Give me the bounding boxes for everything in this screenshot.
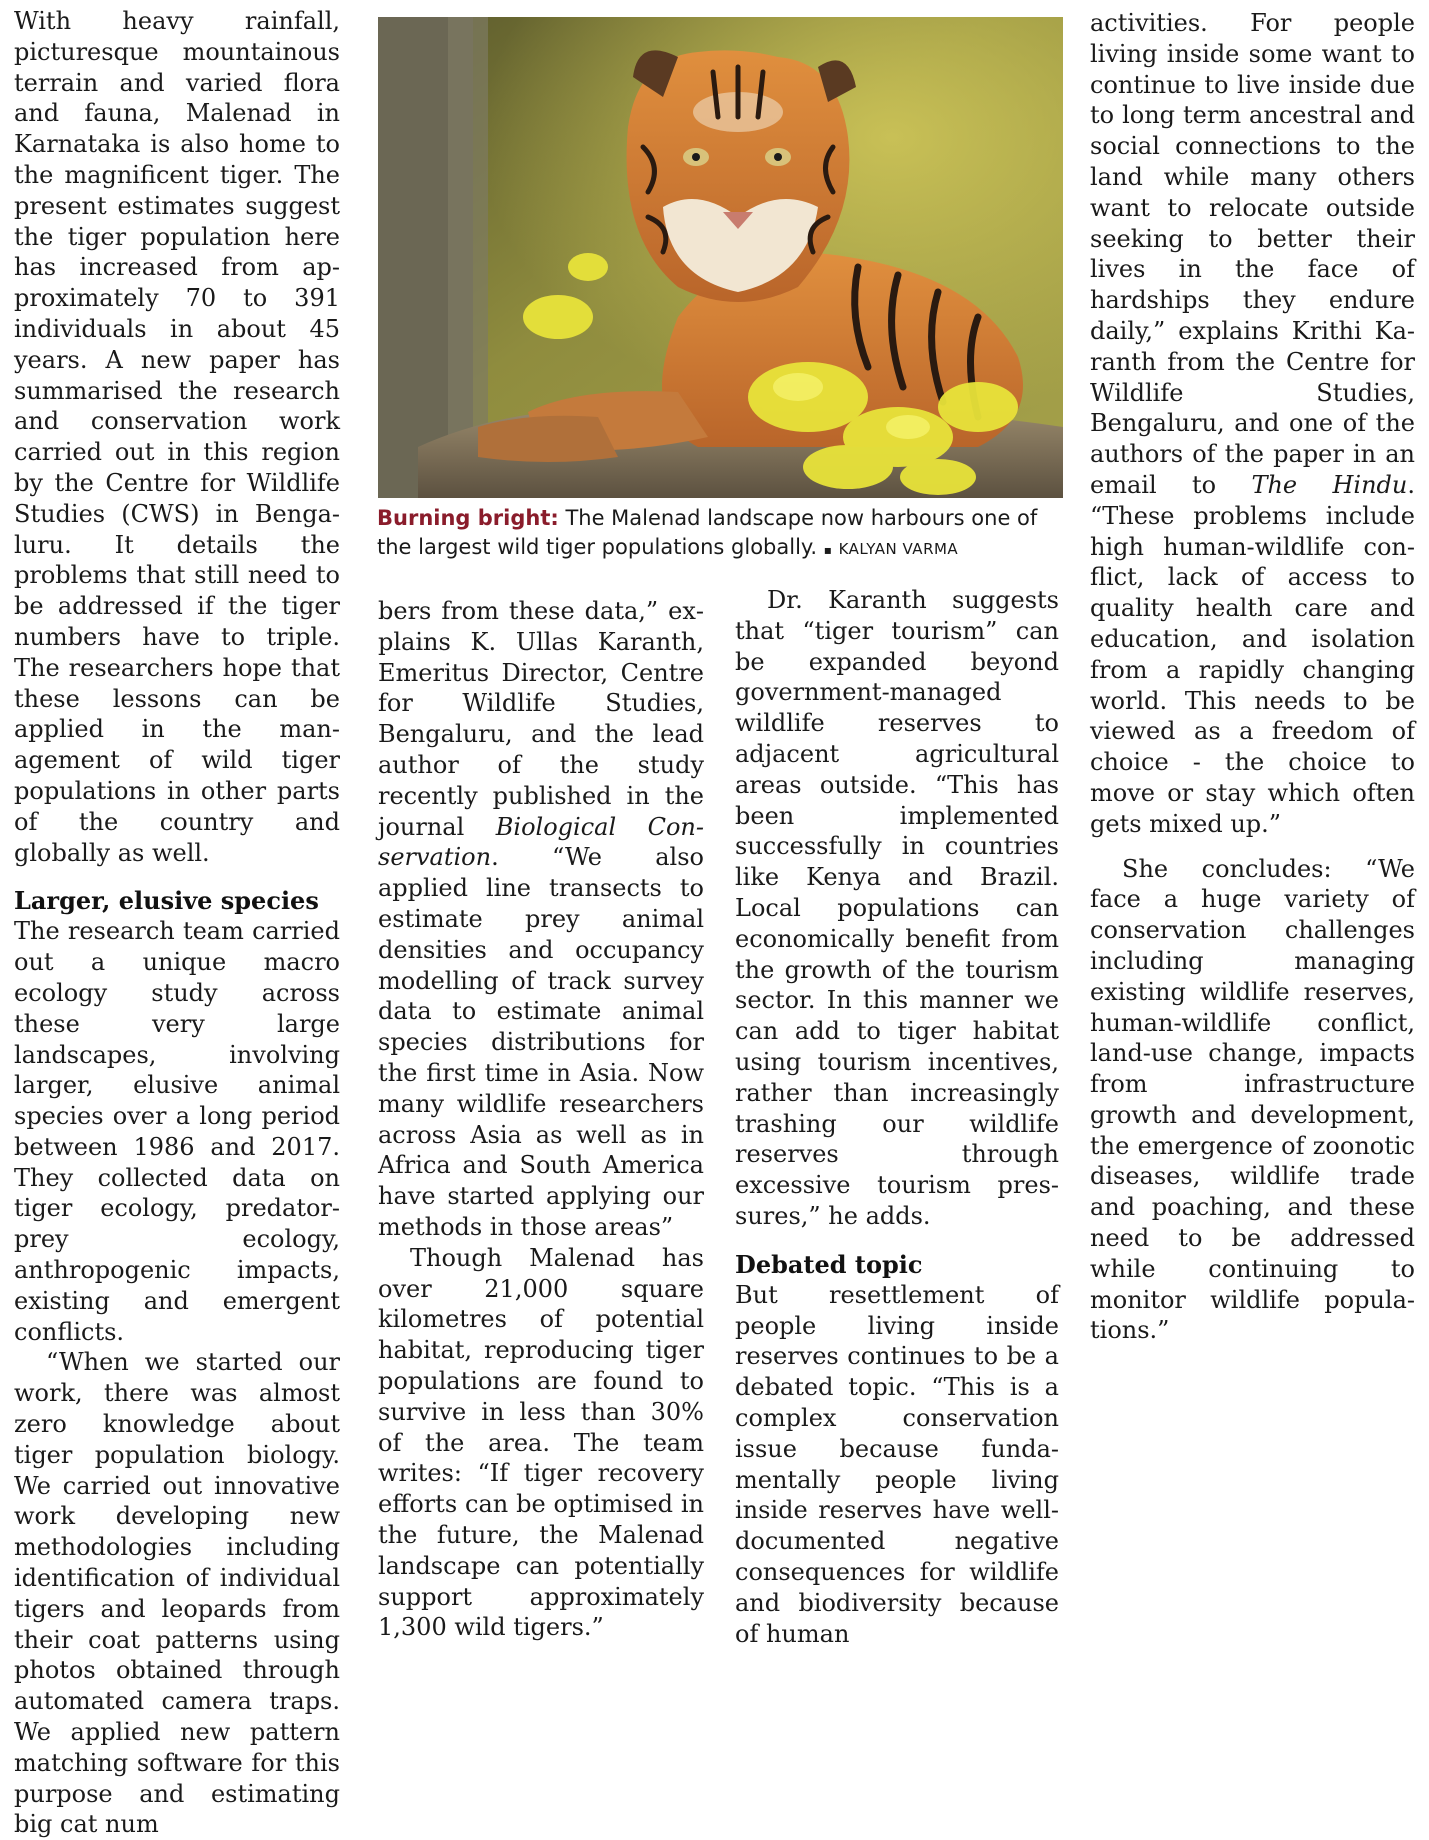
paragraph-text: . “We also applied line transects to estimate prey animal densities and occupancy modelling of track survey data to estimate animal species distributions for the first time in Asia. Now many wildlife researchers across Asia as well as in Africa and South America have started applying our methods in those areas” <box>378 843 704 1241</box>
credit-bullet-icon: ▪ <box>823 543 832 557</box>
caption-text: The Malenad landscape now harbours one of the largest wild tiger populations globally. <box>377 506 1038 559</box>
paragraph: “When we started our work, there was almost zero knowledge about tiger population biology. We carried out innovative work developing new methodologies including identification of individual tigers and leopards from their coat patterns using photos obtained through automated camera traps. We applied new pattern matching software for this purpose and estimating big cat num <box>14 1348 340 1839</box>
caption-lead: Burning bright: <box>377 506 559 530</box>
journal-name: Biological Conservation <box>378 812 704 872</box>
paragraph-text: . “These problems include high human-wildlife conflict, lack of access to quality health care and education, and isolation from a rapidly changing world. This needs to be viewed as a freedom of choice - the choice to move or stay which often gets mixed up.” <box>1090 470 1415 838</box>
paragraph: Dr. Karanth suggests that “tiger tourism” can be expanded beyond government-managed wildlife reserves to adjacent agricultural areas outside. “This has been implemented successfully in countries like Kenya and Brazil. Local populations can economically benefit from the growth of the tourism sector. In this manner we can add to tiger habitat using tourism incentives, rather than increasingly trashing our wildlife reserves through excessive tourism pressures,” he adds. <box>735 586 1059 1230</box>
subheading: Larger, elusive species <box>14 886 319 916</box>
paragraph-text: bers from these data,” explains K. Ullas Karanth, Emeritus Director, Centre for Wildlife Studies, Bengaluru, and the lead author of the study recently published in the journal <box>378 597 704 841</box>
photo-credit: KALYAN VARMA <box>838 540 959 558</box>
paragraph: But resettlement of people living inside reserves continues to be a debated topic. “This is a complex conservation issue because fundamentally people living inside reserves have well-documented negative consequences for wildlife and biodiversity because of human <box>735 1280 1059 1648</box>
article-column-1 <box>14 6 340 1840</box>
article-column-2 <box>378 596 704 1643</box>
subheading: Debated topic <box>735 1249 923 1279</box>
article-column-3 <box>735 585 1059 1649</box>
paragraph: Though Malenad has over 21,000 square kilometres of potential habitat, reproducing tiger populations are found to survive in less than 30% of the area. The team writes: “If tiger recovery efforts can be optimised in the future, the Malenad landscape can potentially support approximately 1,300 wild tigers.” <box>378 1243 704 1642</box>
paragraph: With heavy rainfall, picturesque mountainous terrain and varied flora and fauna, Malenad in Karnataka is also home to the magnificent tiger. The present estimates suggest the tiger population here has increased from approximately 70 to 391 individuals in about 45 years. A new paper has summarised the research and conservation work carried out in this region by the Centre for Wildlife Studies (CWS) in Bengaluru. It details the problems that still need to be addressed if the tiger numbers have to triple. The researchers hope that these lessons can be applied in the management of wild tiger populations in other parts of the country and globally as well. <box>14 7 340 867</box>
publication-name: The Hindu <box>1251 470 1408 499</box>
paragraph: She concludes: “We face a huge variety of conservation challenges including managing existing wildlife reserves, human-wildlife conflict, land-use change, impacts from infrastructure growth and development, the emergence of zoonotic diseases, wildlife trade and poaching, and these need to be addressed while continuing to monitor wildlife populations.” <box>1090 854 1415 1345</box>
article-column-4 <box>1090 8 1415 1346</box>
paragraph-text: activities. For people living inside some want to continue to live inside due to long term ancestral and social connections to the land while many others want to relocate outside seeking to better their lives in the face of hardships they endure daily,” explains Krithi Karanth from the Centre for Wildlife Studies, Bengaluru, and one of the authors of the paper in an email to <box>1090 9 1415 499</box>
tiger-image <box>378 17 1063 498</box>
photo-caption <box>377 504 1067 565</box>
paragraph: The research team carried out a unique macro ecology study across these very large landscapes, involving larger, elusive animal species over a long period between 1986 and 2017. They collected data on tiger ecology, predator-prey ecology, anthropogenic impacts, existing and emergent conflicts. <box>14 917 340 1346</box>
paragraph <box>1090 8 1415 840</box>
paragraph <box>378 596 704 1243</box>
tiger-photo <box>378 17 1063 498</box>
